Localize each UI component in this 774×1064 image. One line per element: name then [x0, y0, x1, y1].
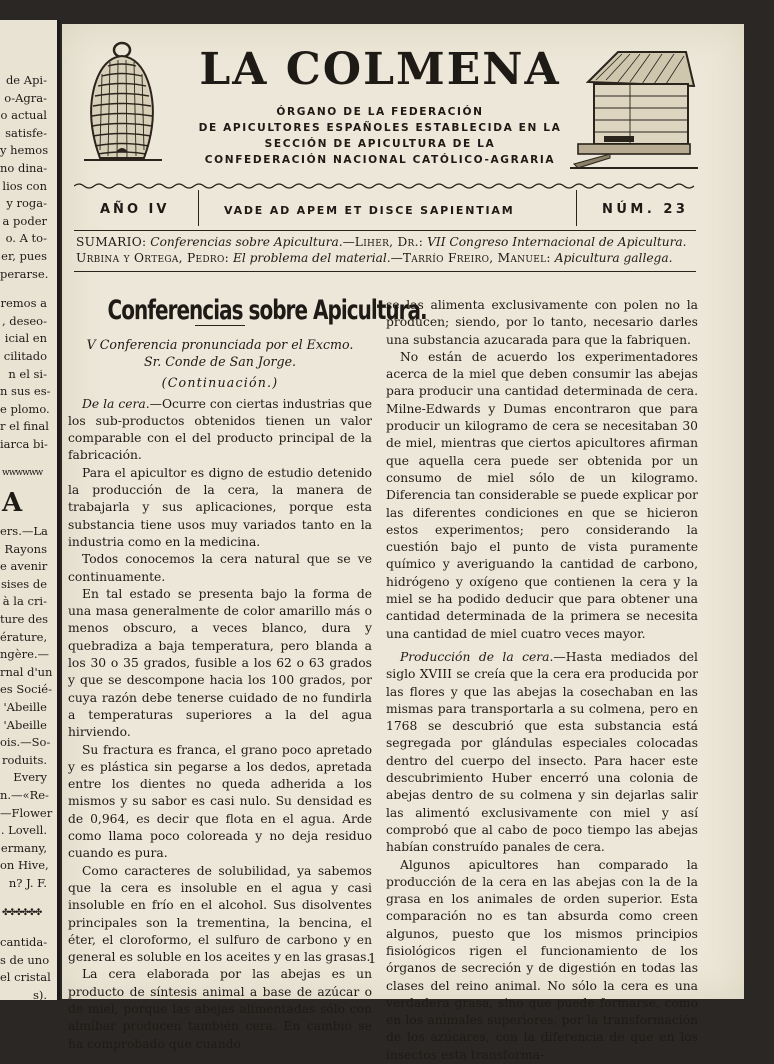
- issue-number: NÚM. 23: [602, 202, 688, 217]
- facing-page-line: ✤✤✤✤✤✤: [0, 905, 49, 923]
- facing-page-line: ers.—La: [0, 523, 47, 541]
- continuation-note: (Continuación.): [68, 374, 372, 391]
- facing-page-line: ture des: [0, 611, 47, 629]
- subtitle-line: SECCIÓN DE APICULTURA DE LA: [162, 136, 598, 152]
- facing-page-line: n.—«Re-: [0, 787, 47, 805]
- paragraph: En tal estado se presenta bajo la forma de una masa generalmente de color amarillo más o menos obscuro, a veces blanco, dura y quebradiza a baja temperatura, pero blanda a los 30 o 35 grados, fusible a los 62 o 63 grados y que se descompone hacia los 100 grados, por cuya razón debe tenerse cuidado de no fundirla a temperaturas superiores a la del agua hirviendo.: [68, 586, 372, 742]
- paragraph: Como caracteres de solubilidad, ya sabemos que la cera es insoluble en el agua y casi insoluble en frío en el alcohol. Sus disolventes principales son la trementina, la bencina, el éter, el cloroformo, el sulfuro de carbono y en general es soluble en los aceites y en las grasas.: [68, 863, 372, 967]
- summary-item: El problema del material.: [233, 251, 391, 265]
- spacer: [0, 453, 47, 465]
- masthead-subtitle: [162, 104, 598, 168]
- facing-page-line: ngère.—: [0, 646, 47, 664]
- spacer: [0, 893, 47, 905]
- facing-page-line: icial en: [0, 330, 47, 348]
- facing-page-line: de Api-: [0, 72, 47, 90]
- spacer: [0, 283, 47, 295]
- paragraph: Todos conocemos la cera natural que se ve continuamente.: [68, 551, 372, 586]
- facing-page-line: o-Agra-: [0, 90, 47, 108]
- facing-page-line: A: [0, 483, 49, 523]
- subtitle-line: CONFEDERACIÓN NACIONAL CATÓLICO-AGRARIA: [162, 152, 598, 168]
- page-number: 1: [368, 952, 376, 967]
- paragraph: Producción de la cera.—Hasta mediados del siglo XVIII se creía que la cera era producida por las flores y que las abejas la cosechaban en las mismas para transportarla a su colmena, pero en 1768 se descubrió que esta substancia está segregada por glándulas especiales colocadas dentro del cuerpo del insecto. Para hacer este descubrimiento Huber encerró una colonia de abejas dentro de su colmena y sin dejarlas salir las alimentó exclusivamente con miel y así comprobó que al cabo de poco tiempo las abejas habían construído panales de cera.: [386, 649, 698, 857]
- paragraph: La cera elaborada por las abejas es un producto de síntesis animal a base de azúcar o de miel, porque las abejas alimentadas sólo con almíbar producen también cera. En cambio se ha comprobado que cuando: [68, 966, 372, 1052]
- summary-label: SUMARIO:: [76, 235, 146, 249]
- facing-page-line: el cristal: [0, 969, 47, 987]
- facing-page-line: iarca bi-: [0, 436, 47, 454]
- facing-page-line: on Hive,: [0, 857, 47, 875]
- facing-page-line: no dina-: [0, 160, 47, 178]
- masthead-title: LA COLMENA: [180, 44, 580, 95]
- facing-page-line: n el si-: [0, 366, 47, 384]
- facing-page-line: cilitado: [0, 348, 47, 366]
- facing-page-line: y hemos: [0, 142, 47, 160]
- facing-page-line: rnal d'un: [0, 664, 47, 682]
- facing-page-line: e plomo.: [0, 401, 47, 419]
- facing-page-line: es Socié-: [0, 681, 47, 699]
- skep-beehive-icon: [80, 40, 170, 168]
- facing-page-line: y roga-: [0, 195, 47, 213]
- facing-page-line: sises de: [0, 576, 47, 594]
- facing-page-line: Rayons: [0, 541, 47, 559]
- facing-page-line: o. A to-: [0, 230, 47, 248]
- issue-year: AÑO IV: [100, 202, 169, 217]
- facing-page-line: —Flower: [0, 805, 47, 823]
- summary-author: Tarrío Freiro, Manuel:: [403, 251, 551, 265]
- facing-page-line: n sus es-: [0, 383, 47, 401]
- motto-bar: [74, 188, 696, 228]
- divider: [576, 190, 577, 226]
- lecture-subtitle: V Conferencia pronunciada por el Excmo. Sr. Conde de San Jorge.: [78, 336, 362, 370]
- facing-page-line: er, pues: [0, 248, 47, 266]
- facing-page-line: cantida-: [0, 934, 47, 952]
- box-beehive-icon: [570, 46, 698, 172]
- paragraph: De la cera.—Ocurre con ciertas industrias que los sub-productos obtenidos tienen un valor comparable con el del producto principal de la fabricación.: [68, 396, 372, 465]
- paragraph: se las alimenta exclusivamente con polen no la producen; siendo, por lo tanto, necesario darles una substancia azucarada para que la fabriquen.: [386, 297, 698, 349]
- newspaper-page: [62, 24, 744, 999]
- facing-page-line: perarse.: [0, 266, 47, 284]
- facing-page-line: 'Abeille: [0, 699, 47, 717]
- summary-author: Liher, Dr.:: [355, 235, 423, 249]
- facing-page-line: Every: [0, 769, 47, 787]
- paragraph: Su fractura es franca, el grano poco apretado y es plástica sin pegarse a los dedos, apretada entre los dientes no queda adherida a los mismos y su sabor es casi nulo. Su densidad es de 0,964, es decir que flota en el agua. Arde como llama poco coloreada y no deja residuo cuando es pura.: [68, 742, 372, 863]
- summary-rule: [74, 271, 696, 272]
- section-lead: De la cera.: [82, 397, 150, 411]
- facing-page-line: o actual: [0, 107, 47, 125]
- facing-page-line: satisfe-: [0, 125, 47, 143]
- header-rule: [74, 230, 696, 231]
- paragraph: Algunos apicultores han comparado la producción de la cera en las abejas con la de la grasa en los animales de orden superior. Esta comparación no es tan absurda como creen algunos, puesto que los mismos principios fisiológicos rigen el funcionamiento de los órganos de secreción y de digestión en todas las clases del reino animal. No sólo la cera es una verdadera grasa, sino que puede formarse, como en los animales superiores, por la transformación de los azúcares, con la diferencia de que en los insectos esta transforma-: [386, 857, 698, 1064]
- facing-page-line: remos a: [0, 295, 47, 313]
- facing-page-line: à la cri-: [0, 593, 47, 611]
- summary-author: Urbina y Ortega, Pedro:: [76, 251, 229, 265]
- summary-item: Conferencias sobre Apicultura.: [150, 235, 342, 249]
- facing-page-line: . Lovell.: [0, 822, 47, 840]
- section-lead: Producción de la cera.: [400, 650, 553, 664]
- facing-page-line: r el final: [0, 418, 47, 436]
- article-column-left: [68, 294, 372, 1053]
- facing-page-line: ermany,: [0, 840, 47, 858]
- paragraph: No están de acuerdo los experimentadores acerca de la miel que deben consumir las abejas para producir una cantidad determinada de cera. Milne-Edwards y Dumas encontraron que para producir un kilogramo de cera se necesitaban 30 de miel, mientras que ciertos apicultores afirman que aquella cera puede ser obtenida por un consumo de miel sólo de un kilogramo. Diferencia tan considerable se puede explicar por las diferentes condiciones en que se hicieron estos experimentos; pero considerando la cuestión bajo el punto de vista puramente químico y averiguando la cantidad de carbono, hidrógeno y oxígeno que contienen la cera y la miel se ha podido deducir que para obtener una cantidad determinada de la primera se necesita una cantidad de miel cuatro veces mayor.: [386, 349, 698, 643]
- facing-page-line: , deseo-: [0, 313, 47, 331]
- paragraph: Para el apicultor es digno de estudio detenido la producción de la cera, la manera de trabajarla y sus aplicaciones, porque esta substancia tiene usos muy variados tanto en la industria como en la medicina.: [68, 465, 372, 551]
- summary-item: VII Congreso Internacional de Apicultura.: [427, 235, 686, 249]
- facing-page-line: n? J. F.: [0, 875, 47, 893]
- facing-page-fragment: [0, 20, 60, 1000]
- subtitle-line: ÓRGANO DE LA FEDERACIÓN: [162, 104, 598, 120]
- facing-page-line: s de uno: [0, 952, 47, 970]
- facing-page-line: a poder: [0, 213, 47, 231]
- facing-page-line: e avenir: [0, 558, 47, 576]
- facing-page-text: [0, 72, 60, 1000]
- spacer: [0, 922, 47, 934]
- facing-page-line: roduits.: [0, 752, 47, 770]
- facing-page-line: wwwwww: [0, 465, 49, 483]
- facing-page-line: 'Abeille: [0, 717, 47, 735]
- facing-page-line: lios con: [0, 178, 47, 196]
- summary-item: Apicultura gallega.: [555, 251, 673, 265]
- summary: SUMARIO: Conferencias sobre Apicultura.—Liher, Dr.: VII Congreso Internacional de Apicultura. Urbina y Ortega, Pedro: El problema del material.—Tarrío Freiro, Manuel: Apicultura gallega.: [76, 234, 700, 266]
- motto: VADE AD APEM ET DISCE SAPIENTIAM: [224, 204, 514, 217]
- facing-page-line: érature,: [0, 629, 47, 647]
- facing-page-line: s).: [0, 987, 47, 1000]
- article-title: Conferencias sobre Apicultura.: [108, 302, 333, 319]
- facing-page-line: ois.—So-: [0, 734, 47, 752]
- divider: [198, 190, 199, 226]
- subtitle-line: DE APICULTORES ESPAÑOLES ESTABLECIDA EN LA: [162, 120, 598, 136]
- article-column-right: [386, 297, 698, 1064]
